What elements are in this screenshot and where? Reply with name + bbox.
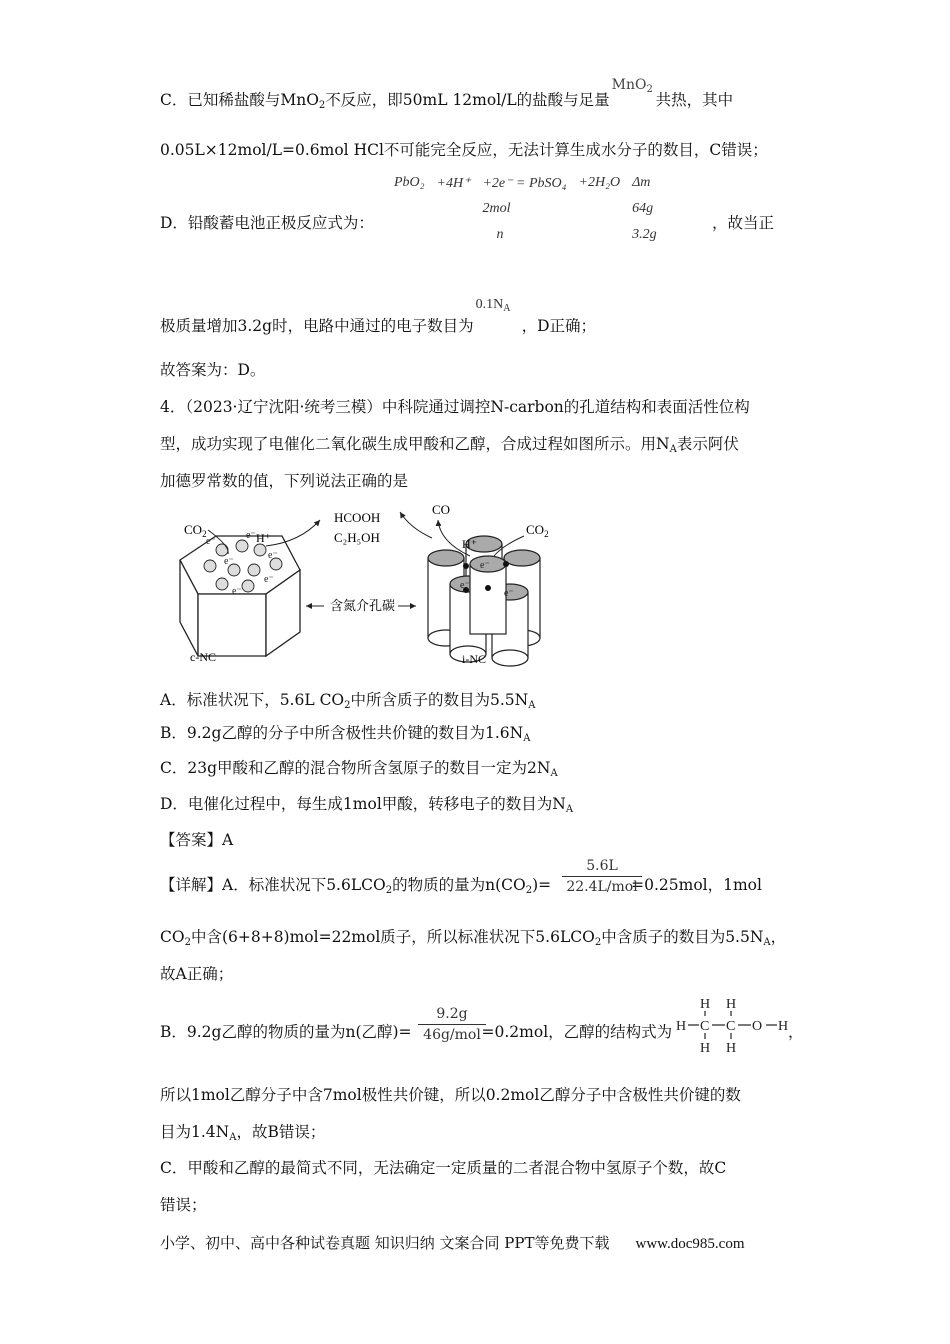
option-b (160, 721, 530, 744)
text-span: ，故B错误； (236, 1123, 326, 1141)
subscript: 2 (318, 100, 326, 111)
text-span: 【答案】A (160, 831, 234, 849)
svg-text:CO2 (526, 522, 549, 539)
eq-cell: 64g (632, 201, 654, 216)
numerator: 9.2g (436, 1006, 468, 1022)
numerator: 5.6L (586, 858, 618, 874)
co-label: CO (432, 502, 451, 517)
atom-h: H (676, 1019, 687, 1034)
explanation-b (160, 1120, 325, 1143)
text-line (160, 77, 734, 111)
ethanol-label: C₂H₅OH (334, 530, 380, 545)
text-span: D．电催化过程中，每生成1mol甲酸，转移电子的数目为N (160, 795, 566, 813)
option-d (160, 792, 573, 815)
text-span: 共热，其中 (655, 91, 734, 109)
atom-h: H (726, 1041, 737, 1056)
eq-cell: +4H⁺ (436, 175, 471, 191)
text-span: 中含(6+8+8)mol=22mol质子，所以标准状况下5.6LCO (190, 928, 595, 946)
electron-label: e⁻ (224, 556, 234, 567)
question-text (160, 469, 408, 491)
text-span: B．9.2g乙醇的分子中所含极性共价键的数目为1.6N (160, 724, 524, 742)
explanation-a (160, 962, 233, 984)
subscript: 2 (385, 885, 393, 896)
co2-label: CO (184, 522, 203, 537)
text-span: 中含质子的数目为5.5N (601, 928, 764, 946)
electron-label: e⁻ (268, 550, 278, 561)
atom-c: C (726, 1019, 736, 1034)
footer (160, 1232, 745, 1253)
right-caption: i-NC (462, 652, 486, 666)
text-span: 加德罗常数的值，下列说法正确的是 (160, 472, 409, 490)
explanation-a (160, 925, 786, 948)
answer (160, 828, 233, 850)
text-span: B．9.2g乙醇的物质的量为n(乙醇)= (160, 1023, 412, 1041)
h-plus-label: H⁺ (256, 531, 271, 545)
text-span: 0.05L×12mol/L=0.6mol HCl不可能完全反应，无法计算生成水分子的数目，C错误； (160, 141, 768, 159)
text-span: 【详解】A．标准状况下5.6LCO (160, 876, 386, 894)
text-span: A．标准状况下，5.6L CO (160, 691, 345, 709)
atom-c: C (700, 1019, 710, 1034)
explanation-c (160, 1156, 726, 1178)
electron-label: e⁻ (460, 580, 470, 591)
subscript: 2 (202, 529, 207, 539)
electron-label: e⁻ (480, 560, 490, 571)
subscript: A (565, 804, 574, 815)
left-caption: c-NC (190, 650, 216, 664)
eq-cell: 3.2g (632, 227, 657, 242)
electron-label: e⁻ (232, 586, 242, 597)
subscript: 2 (344, 700, 351, 711)
text-span: ， (788, 1023, 804, 1041)
text-span: 所以1mol乙醇分子中含7mol极性共价键，所以0.2mol乙醇分子中含极性共价键的数 (160, 1086, 741, 1104)
subscript: A (669, 444, 677, 455)
subscript: 2 (184, 937, 191, 948)
svg-text:CO2 (184, 522, 207, 539)
formula-text: MnO (611, 77, 647, 93)
na-value (474, 297, 522, 335)
explanation-b (160, 1083, 741, 1105)
text-span: C．已知稀盐酸与MnO (160, 91, 319, 109)
explanation-b (160, 1020, 672, 1042)
explanation-c (160, 1193, 207, 1215)
footer-link[interactable]: www.doc985.com (635, 1236, 745, 1252)
subscript: A (550, 768, 558, 779)
subscript: A (523, 733, 531, 744)
electron-label: e⁻ (264, 574, 274, 585)
eq-cell: Δm (632, 175, 651, 190)
explanation-a (160, 873, 762, 896)
atom-o: O (752, 1019, 763, 1034)
atom-h: H (726, 997, 737, 1012)
text-span: C．23g甲酸和乙醇的混合物所含氢原子的数目一定为2N (160, 759, 551, 777)
eq-cell: +2e⁻ = PbSO₄ (482, 175, 567, 191)
subscript: 2 (544, 529, 549, 539)
text-span: 中所含质子的数目为5.5N (350, 691, 529, 709)
h-plus-label: H⁺ (462, 537, 477, 551)
atom-h: H (700, 1041, 711, 1056)
text-span: 故答案为：D。 (160, 361, 266, 379)
subscript: A (528, 700, 536, 711)
subscript: A (503, 303, 511, 314)
text-line (160, 211, 374, 233)
co2-label: CO (526, 522, 545, 537)
question-text (160, 395, 750, 417)
mno2-formula (610, 77, 656, 109)
text-span: )= (532, 876, 552, 894)
option-a (160, 688, 535, 711)
atom-h: H (700, 997, 711, 1012)
subscript: 2 (525, 885, 533, 896)
text-line (160, 138, 768, 160)
text-line (160, 358, 265, 380)
text-span: ， (770, 928, 787, 946)
fraction-co2 (562, 858, 642, 895)
text-span: 极质量增加3.2g时，电路中通过的电子数目为 (160, 317, 474, 335)
text-span: =0.2mol，乙醇的结构式为 (481, 1023, 673, 1041)
subscript: A (229, 1132, 237, 1143)
text-line (160, 297, 597, 336)
eq-cell: PbO₂ (394, 175, 425, 190)
eq-cell: n (496, 227, 504, 242)
text-span: D．铅酸蓄电池正极反应式为： (160, 214, 374, 232)
fraction-ethanol (418, 1006, 486, 1043)
denominator: 22.4L/mol (566, 879, 638, 895)
text-line (788, 1020, 804, 1042)
text-span: 不反应，即50mL 12mol/L的盐酸与足量 (325, 91, 610, 109)
text-span: 4．（2023·辽宁沈阳·统考三模）中科院通过调控N-carbon的孔道结构和表面活性位构 (160, 398, 750, 416)
text-line (712, 211, 774, 233)
footer-text: 小学、初中、高中各种试卷真题 知识归纳 文案合同 PPT等免费下载 (160, 1234, 610, 1252)
electron-label: e⁻ (504, 588, 514, 599)
text-span: =0.25mol，1mol (631, 876, 762, 894)
text-span: 错误； (160, 1196, 207, 1214)
formula-text: 0.1N (475, 297, 504, 312)
option-c (160, 756, 558, 779)
catalysis-figure (170, 498, 570, 670)
subscript: A (763, 937, 771, 948)
text-span: 故A正确； (160, 965, 234, 983)
electron-label: e⁻ (206, 536, 216, 547)
text-span: 的物质的量为n(CO (392, 876, 526, 894)
reaction-equation (388, 170, 663, 248)
subscript: 2 (646, 84, 653, 95)
text-span: CO (160, 928, 185, 946)
eq-cell: +2H₂O (578, 175, 621, 190)
text-span: C．甲酸和乙醇的最简式不同，无法确定一定质量的二者混合物中氢原子个数，故C (160, 1159, 727, 1177)
denominator: 46g/mol (423, 1027, 481, 1043)
subscript: 2 (594, 937, 602, 948)
question-text (160, 432, 739, 455)
electron-label: e⁻ (246, 530, 256, 541)
eq-cell: 2mol (482, 201, 511, 216)
text-span: 表示阿伏 (676, 435, 739, 453)
text-span: ，故当正 (712, 214, 775, 232)
atom-h: H (778, 1019, 789, 1034)
text-span: 目为1.4N (160, 1123, 230, 1141)
text-span: 型，成功实现了电催化二氧化碳生成甲酸和乙醇，合成过程如图所示。用N (160, 435, 670, 453)
text-span: ，D正确； (521, 317, 597, 335)
ethanol-structure (674, 994, 798, 1056)
hcooh-label: HCOOH (334, 510, 381, 525)
mid-label: 含氮介孔碳 (330, 598, 396, 613)
